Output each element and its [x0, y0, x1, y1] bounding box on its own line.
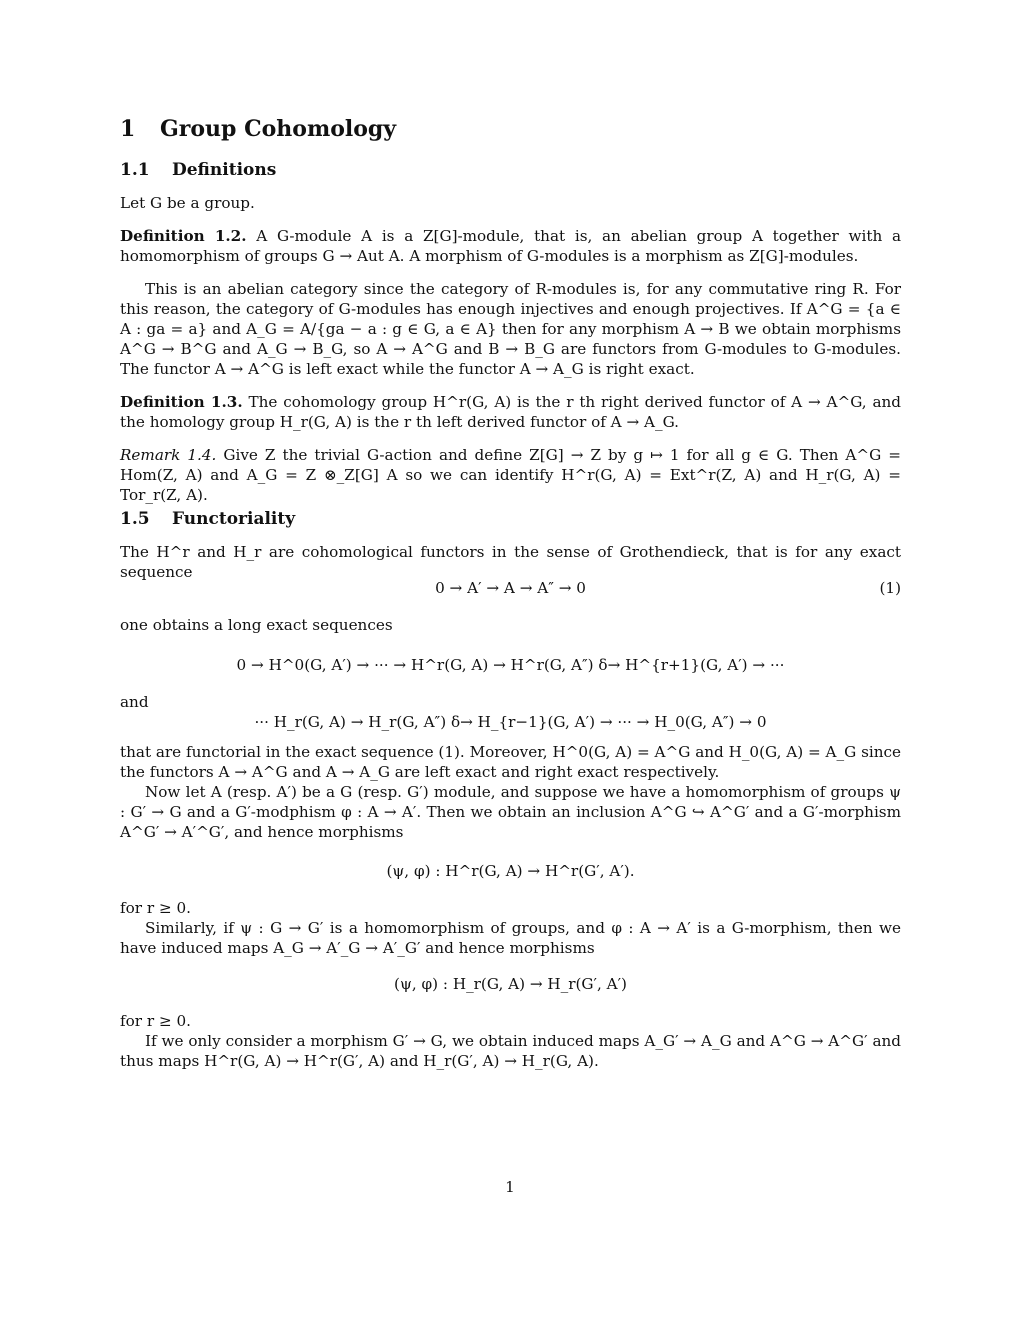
word-and: and	[120, 693, 149, 711]
remark-label: Remark 1.4.	[120, 446, 217, 464]
equation-long-exact-homology: ··· H_r(G, A) → H_r(G, A″) δ→ H_{r−1}(G, A′) → ··· → H_0(G, A″) → 0	[254, 713, 767, 731]
equation-long-exact-cohomology: 0 → H^0(G, A′) → ··· → H^r(G, A) → H^r(G, A″) δ→ H^{r+1}(G, A′) → ···	[236, 656, 785, 674]
definition-text: The cohomology group H^r(G, A) is the r th right derived functor of A → A^G, and the homology group H_r(G, A) is the r th left derived functor of A → A_G.	[120, 393, 902, 431]
subsection-number: 1.5	[120, 509, 150, 529]
intro-sentence: Let G be a group.	[120, 194, 255, 212]
paragraph-now-let: Now let A (resp. A′) be a G (resp. G′) module, and suppose we have a homomorphism of groups ψ : G′ → G and a G′-modphism φ : A → A′. Then we obtain an inclusion A^G ↪ A^G′ and a G′-morphism A^G′ → A′^G′, and hence morphisms	[120, 783, 901, 841]
subsection-title: Functoriality	[172, 509, 296, 529]
equation-cohomology-map: (ψ, φ) : H^r(G, A) → H^r(G′, A′).	[386, 862, 635, 880]
paragraph-similarly: Similarly, if ψ : G → G′ is a homomorphism of groups, and φ : A → A′ is a G-morphism, then we have induced maps A_G → A′_G → A′_G′ and hence morphisms	[120, 919, 901, 957]
subsection-number: 1.1	[120, 160, 150, 180]
definition-1-2	[120, 226, 901, 266]
subsection-heading-functoriality	[120, 509, 901, 529]
page-number: 1	[505, 1178, 515, 1196]
equation-text: 0 → A′ → A → A″ → 0	[435, 579, 586, 597]
subsection-heading-definitions	[120, 160, 901, 180]
equation-1	[120, 578, 901, 598]
paragraph-cohomological-functors: The H^r and H_r are cohomological functors in the sense of Grothendieck, that is for any exact sequence	[120, 543, 901, 581]
paragraph-long-exact: one obtains a long exact sequences	[120, 616, 393, 634]
definition-text: A G-module A is a Z[G]-module, that is, an abelian group A together with a homomorphism of groups G → Aut A. A morphism of G-modules is a morphism as Z[G]-modules.	[120, 227, 902, 265]
paragraph-abelian-category: This is an abelian category since the category of R-modules is, for any commutative ring R. For this reason, the category of G-modules has enough injectives and enough projectives. If A^G = {a ∈ A : ga = a} and A_G = A/{ga − a : g ∈ G, a ∈ A} then for any morphism A → B we obtain morphisms A^G → B^G and A_G → B_G, so A → A^G and B → B_G are functors from G-modules to G-modules. The functor A → A^G is left exact while the functor A → A_G is right exact.	[120, 280, 901, 378]
remark-text: Give Z the trivial G-action and define Z[G] → Z by g ↦ 1 for all g ∈ G. Then A^G = Hom(Z, A) and A_G = Z ⊗_Z[G] A so we can identify H^r(G, A) = Ext^r(Z, A) and H_r(G, A) = Tor_r(Z, A).	[120, 446, 901, 504]
section-title: Group Cohomology	[160, 116, 397, 142]
equation-homology-map: (ψ, φ) : H_r(G, A) → H_r(G′, A′)	[394, 975, 627, 993]
subsection-title: Definitions	[172, 160, 277, 180]
section-heading	[120, 116, 901, 142]
section-number: 1	[120, 116, 136, 142]
for-r-geq-0: for r ≥ 0.	[120, 1012, 191, 1030]
paragraph-functorial: that are functorial in the exact sequence (1). Moreover, H^0(G, A) = A^G and H_0(G, A) = A_G since the functors A → A^G and A → A_G are left exact and right exact respectively.	[120, 743, 901, 781]
definition-1-3	[120, 392, 901, 432]
equation-number: (1)	[879, 579, 901, 597]
paragraph-if-we-only: If we only consider a morphism G′ → G, we obtain induced maps A_G′ → A_G and A^G → A^G′ and thus maps H^r(G, A) → H^r(G′, A) and H_r(G′, A) → H_r(G, A).	[120, 1032, 901, 1070]
definition-label: Definition 1.3.	[120, 393, 243, 411]
remark-1-4	[120, 445, 901, 505]
definition-label: Definition 1.2.	[120, 227, 247, 245]
for-r-geq-0: for r ≥ 0.	[120, 899, 191, 917]
